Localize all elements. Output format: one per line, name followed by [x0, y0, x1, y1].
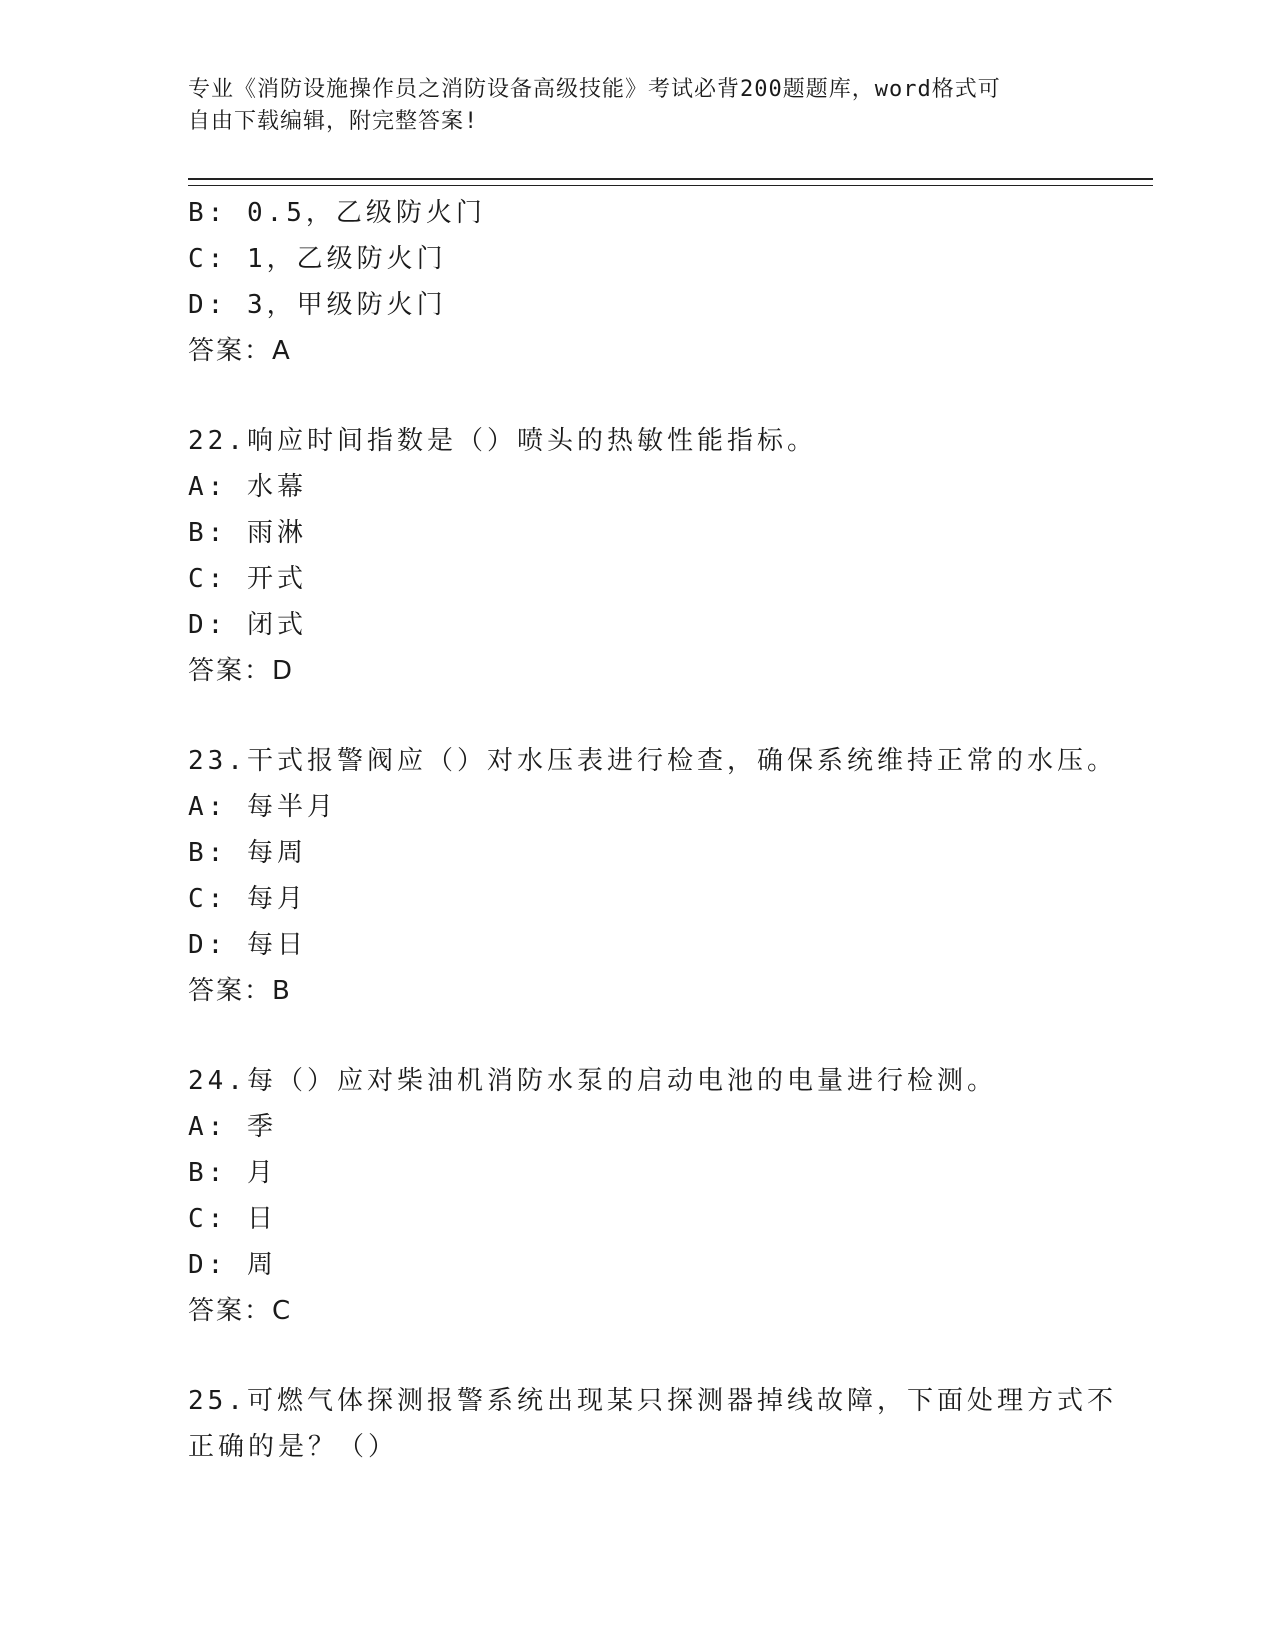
option-c: C: 开式	[188, 564, 307, 594]
answer-label: 答案：A	[188, 336, 292, 366]
document-header	[188, 74, 1068, 138]
question-list	[188, 190, 1148, 1470]
question-22	[188, 418, 1148, 694]
question-25	[188, 1378, 1148, 1470]
question-text-line-1: 25.可燃气体探测报警系统出现某只探测器掉线故障，下面处理方式不	[188, 1386, 1117, 1416]
question-24	[188, 1058, 1148, 1334]
question-text: 23.干式报警阀应（）对水压表进行检查，确保系统维持正常的水压。	[188, 746, 1117, 776]
option-b: B: 雨淋	[188, 518, 307, 548]
question-text: 22.响应时间指数是（）喷头的热敏性能指标。	[188, 426, 817, 456]
header-line-2: 自由下载编辑，附完整答案!	[188, 109, 479, 134]
option-d: D: 3，甲级防火门	[188, 290, 447, 320]
option-b: B: 0.5，乙级防火门	[188, 198, 486, 228]
option-a: A: 季	[188, 1112, 277, 1142]
option-a: A: 每半月	[188, 792, 337, 822]
option-c: C: 1，乙级防火门	[188, 244, 447, 274]
option-a: A: 水幕	[188, 472, 307, 502]
answer-label: 答案：B	[188, 976, 292, 1006]
header-divider	[188, 178, 1153, 186]
option-b: B: 每周	[188, 838, 307, 868]
header-line-1: 专业《消防设施操作员之消防设备高级技能》考试必背200题题库，word格式可	[188, 77, 1001, 102]
option-b: B: 月	[188, 1158, 277, 1188]
option-d: D: 闭式	[188, 610, 307, 640]
answer-label: 答案：D	[188, 656, 295, 686]
option-d: D: 周	[188, 1250, 277, 1280]
question-text: 24.每（）应对柴油机消防水泵的启动电池的电量进行检测。	[188, 1066, 997, 1096]
question-23	[188, 738, 1148, 1014]
question-21-continued	[188, 190, 1148, 374]
question-text-line-2: 正确的是？（）	[188, 1432, 399, 1462]
option-c: C: 每月	[188, 884, 307, 914]
option-c: C: 日	[188, 1204, 277, 1234]
option-d: D: 每日	[188, 930, 307, 960]
answer-label: 答案：C	[188, 1296, 293, 1326]
